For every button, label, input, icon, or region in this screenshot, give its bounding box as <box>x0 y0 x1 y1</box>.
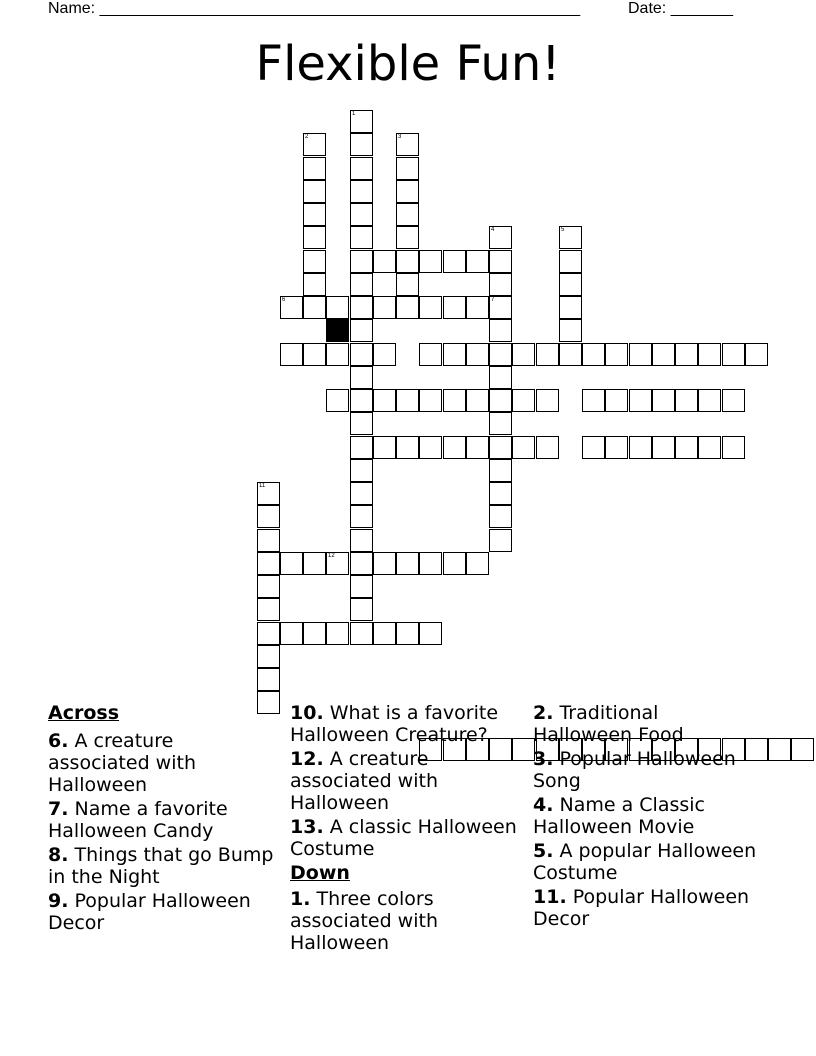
clue-number: 1. <box>290 888 311 910</box>
grid-cell[interactable] <box>350 157 373 180</box>
grid-cell[interactable] <box>605 389 628 412</box>
grid-cell[interactable] <box>303 157 326 180</box>
across-clue <box>48 798 278 842</box>
grid-cell[interactable] <box>373 389 396 412</box>
grid-cell[interactable] <box>489 319 512 342</box>
clue-text: Popular Halloween Song <box>533 748 736 792</box>
grid-cell[interactable] <box>350 529 373 552</box>
name-field-label: Name: ______________________________________________________ <box>48 0 581 17</box>
grid-cell[interactable] <box>350 598 373 621</box>
grid-cell[interactable] <box>280 622 303 645</box>
clue-number: 6. <box>48 730 69 752</box>
down-clue <box>533 840 763 884</box>
grid-cell[interactable] <box>466 343 489 366</box>
grid-cell[interactable] <box>396 273 419 296</box>
grid-cell[interactable] <box>350 250 373 273</box>
grid-cell[interactable] <box>396 296 419 319</box>
grid-cell[interactable] <box>489 226 512 249</box>
grid-cell[interactable] <box>350 226 373 249</box>
grid-cell[interactable] <box>350 482 373 505</box>
grid-cell[interactable] <box>373 436 396 459</box>
clue-column-3 <box>533 702 763 932</box>
down-clue <box>290 888 520 954</box>
grid-cell[interactable] <box>419 552 442 575</box>
grid-cell[interactable] <box>512 436 535 459</box>
grid-cell[interactable] <box>419 250 442 273</box>
grid-cell[interactable] <box>350 110 373 133</box>
clue-number-label: 11 <box>259 483 266 489</box>
clue-number: 2. <box>533 702 554 724</box>
grid-cell[interactable] <box>373 622 396 645</box>
clue-number-label: 12 <box>328 553 335 559</box>
grid-cell[interactable] <box>396 436 419 459</box>
grid-cell[interactable] <box>419 343 442 366</box>
grid-cell[interactable] <box>466 296 489 319</box>
grid-cell[interactable] <box>489 412 512 435</box>
grid-cell[interactable] <box>326 296 349 319</box>
down-clue <box>533 748 763 792</box>
clue-number-label: 2 <box>305 134 309 140</box>
grid-cell[interactable] <box>443 389 466 412</box>
grid-cell[interactable] <box>466 552 489 575</box>
clue-number: 8. <box>48 844 69 866</box>
down-heading: Down <box>290 862 350 884</box>
grid-cell[interactable] <box>280 343 303 366</box>
clue-column-1 <box>48 702 278 936</box>
clue-number-label: 4 <box>491 227 495 233</box>
across-clue <box>290 816 520 860</box>
grid-cell[interactable] <box>350 180 373 203</box>
grid-cell[interactable] <box>303 552 326 575</box>
grid-cell[interactable] <box>559 343 582 366</box>
clue-text: Popular Halloween Decor <box>48 890 251 934</box>
grid-cell[interactable] <box>675 389 698 412</box>
grid-cell[interactable] <box>350 412 373 435</box>
grid-cell[interactable] <box>466 389 489 412</box>
across-clue <box>290 748 520 814</box>
grid-cell[interactable] <box>350 436 373 459</box>
grid-cell[interactable] <box>536 343 559 366</box>
grid-cell[interactable] <box>536 389 559 412</box>
grid-cell[interactable] <box>303 203 326 226</box>
grid-cell[interactable] <box>303 296 326 319</box>
grid-cell[interactable] <box>629 436 652 459</box>
grid-cell[interactable] <box>559 296 582 319</box>
grid-cell[interactable] <box>257 505 280 528</box>
grid-cell[interactable] <box>489 273 512 296</box>
grid-cell[interactable] <box>698 389 721 412</box>
grid-cell[interactable] <box>675 436 698 459</box>
grid-cell[interactable] <box>559 319 582 342</box>
grid-cell[interactable] <box>350 366 373 389</box>
grid-cell[interactable] <box>559 250 582 273</box>
grid-cell[interactable] <box>489 250 512 273</box>
clue-text: A creature associated with Halloween <box>48 730 196 796</box>
grid-cell[interactable] <box>536 436 559 459</box>
across-clue <box>290 702 520 746</box>
grid-cell[interactable] <box>489 389 512 412</box>
blocked-cell <box>326 319 349 342</box>
grid-cell[interactable] <box>396 389 419 412</box>
grid-cell[interactable] <box>652 389 675 412</box>
grid-cell[interactable] <box>443 343 466 366</box>
grid-cell[interactable] <box>350 622 373 645</box>
grid-cell[interactable] <box>582 389 605 412</box>
clue-text: What is a favorite Halloween Creature? <box>290 702 499 746</box>
clue-number: 11. <box>533 886 567 908</box>
clue-text: A creature associated with Halloween <box>290 748 438 814</box>
grid-cell[interactable] <box>280 552 303 575</box>
clue-number-label: 5 <box>561 227 565 233</box>
clue-number: 5. <box>533 840 554 862</box>
grid-cell[interactable] <box>257 645 280 668</box>
grid-cell[interactable] <box>652 343 675 366</box>
grid-cell[interactable] <box>489 459 512 482</box>
grid-cell[interactable] <box>489 436 512 459</box>
grid-cell[interactable] <box>350 319 373 342</box>
clue-text: Name a favorite Halloween Candy <box>48 798 228 842</box>
grid-cell[interactable] <box>373 343 396 366</box>
grid-cell[interactable] <box>419 389 442 412</box>
grid-cell[interactable] <box>652 436 675 459</box>
clue-number-label: 6 <box>282 297 286 303</box>
grid-cell[interactable] <box>629 389 652 412</box>
grid-cell[interactable] <box>489 482 512 505</box>
grid-cell[interactable] <box>350 133 373 156</box>
grid-cell[interactable] <box>350 459 373 482</box>
grid-cell[interactable] <box>257 552 280 575</box>
across-clue <box>48 844 278 888</box>
grid-cell[interactable] <box>396 226 419 249</box>
grid-cell[interactable] <box>373 296 396 319</box>
grid-cell[interactable] <box>257 575 280 598</box>
grid-cell[interactable] <box>350 296 373 319</box>
grid-cell[interactable] <box>698 436 721 459</box>
grid-cell[interactable] <box>326 343 349 366</box>
grid-cell[interactable] <box>396 250 419 273</box>
grid-cell[interactable] <box>419 296 442 319</box>
across-heading: Across <box>48 702 120 724</box>
grid-cell[interactable] <box>791 738 814 761</box>
grid-cell[interactable] <box>722 343 745 366</box>
clue-number-label: 1 <box>352 111 356 117</box>
grid-cell[interactable] <box>350 389 373 412</box>
grid-cell[interactable] <box>303 133 326 156</box>
grid-cell[interactable] <box>559 273 582 296</box>
clue-number: 13. <box>290 816 324 838</box>
down-clue <box>533 794 763 838</box>
grid-cell[interactable] <box>466 250 489 273</box>
grid-cell[interactable] <box>303 622 326 645</box>
grid-cell[interactable] <box>443 296 466 319</box>
grid-cell[interactable] <box>303 273 326 296</box>
clue-number: 3. <box>533 748 554 770</box>
grid-cell[interactable] <box>257 598 280 621</box>
grid-cell[interactable] <box>326 389 349 412</box>
grid-cell[interactable] <box>396 180 419 203</box>
grid-cell[interactable] <box>443 250 466 273</box>
clue-column-2 <box>290 702 520 956</box>
grid-cell[interactable] <box>489 505 512 528</box>
grid-cell[interactable] <box>675 343 698 366</box>
grid-cell[interactable] <box>396 622 419 645</box>
clue-number: 4. <box>533 794 554 816</box>
grid-cell[interactable] <box>326 552 349 575</box>
grid-cell[interactable] <box>629 343 652 366</box>
clue-number: 10. <box>290 702 324 724</box>
grid-cell[interactable] <box>512 343 535 366</box>
grid-cell[interactable] <box>280 296 303 319</box>
grid-cell[interactable] <box>303 250 326 273</box>
grid-cell[interactable] <box>257 482 280 505</box>
grid-cell[interactable] <box>443 552 466 575</box>
across-clue <box>48 730 278 796</box>
clue-text: A popular Halloween Costume <box>533 840 757 884</box>
clue-text: Name a Classic Halloween Movie <box>533 794 705 838</box>
clue-text: A classic Halloween Costume <box>290 816 517 860</box>
grid-cell[interactable] <box>396 552 419 575</box>
grid-cell[interactable] <box>489 529 512 552</box>
grid-cell[interactable] <box>257 529 280 552</box>
across-clue <box>48 890 278 934</box>
grid-cell[interactable] <box>396 157 419 180</box>
grid-cell[interactable] <box>489 296 512 319</box>
grid-cell[interactable] <box>745 343 768 366</box>
grid-cell[interactable] <box>396 203 419 226</box>
grid-cell[interactable] <box>582 436 605 459</box>
grid-cell[interactable] <box>605 343 628 366</box>
grid-cell[interactable] <box>396 133 419 156</box>
grid-cell[interactable] <box>257 668 280 691</box>
grid-cell[interactable] <box>350 343 373 366</box>
grid-cell[interactable] <box>722 436 745 459</box>
grid-cell[interactable] <box>605 436 628 459</box>
grid-cell[interactable] <box>257 622 280 645</box>
grid-cell[interactable] <box>698 343 721 366</box>
down-clue <box>533 702 763 746</box>
clue-text: Popular Halloween Decor <box>533 886 750 930</box>
grid-cell[interactable] <box>512 389 535 412</box>
clue-number: 7. <box>48 798 69 820</box>
clue-number: 12. <box>290 748 324 770</box>
clue-text: Traditional Halloween Food <box>533 702 684 746</box>
grid-cell[interactable] <box>350 273 373 296</box>
grid-cell[interactable] <box>373 552 396 575</box>
grid-cell[interactable] <box>419 622 442 645</box>
grid-cell[interactable] <box>582 343 605 366</box>
grid-cell[interactable] <box>489 366 512 389</box>
grid-cell[interactable] <box>466 436 489 459</box>
grid-cell[interactable] <box>350 552 373 575</box>
down-clue <box>533 886 763 930</box>
date-field-label: Date: _______ <box>628 0 733 17</box>
grid-cell[interactable] <box>489 343 512 366</box>
clue-text: Things that go Bump in the Night <box>48 844 274 888</box>
grid-cell[interactable] <box>350 505 373 528</box>
grid-cell[interactable] <box>303 226 326 249</box>
clue-number: 9. <box>48 890 69 912</box>
grid-cell[interactable] <box>722 389 745 412</box>
grid-cell[interactable] <box>419 436 442 459</box>
page-title: Flexible Fun! <box>255 36 561 92</box>
clue-number-label: 7 <box>491 297 495 303</box>
grid-cell[interactable] <box>350 203 373 226</box>
clue-number-label: 3 <box>398 134 402 140</box>
clue-text: Three colors associated with Halloween <box>290 888 438 954</box>
grid-cell[interactable] <box>559 226 582 249</box>
grid-cell[interactable] <box>443 436 466 459</box>
grid-cell[interactable] <box>350 575 373 598</box>
grid-cell[interactable] <box>373 250 396 273</box>
grid-cell[interactable] <box>768 738 791 761</box>
grid-cell[interactable] <box>303 180 326 203</box>
grid-cell[interactable] <box>303 343 326 366</box>
grid-cell[interactable] <box>326 622 349 645</box>
